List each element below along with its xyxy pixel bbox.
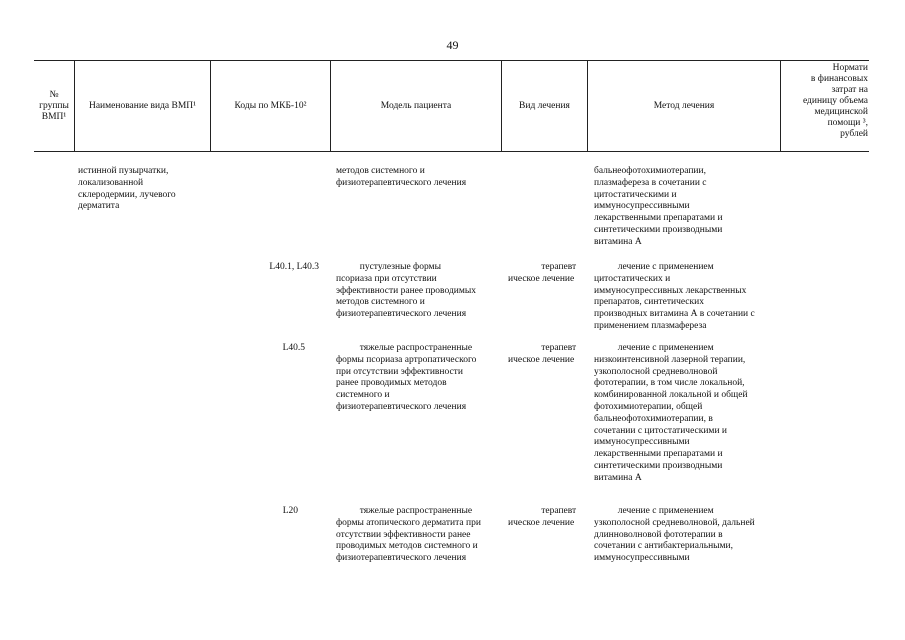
header-icd-codes: Коды по МКБ-10² [234,100,307,111]
header-treatment-method: Метод лечения [653,100,715,111]
header-patient-model: Модель пациента [380,100,452,111]
table-cell-icd-codes: L20 [282,506,298,516]
table-header [34,60,869,152]
header-vmp-name: Наименование вида ВМП¹ [88,100,197,111]
page-number: 49 [446,38,459,52]
table-cell-treatment-method: бальнеофотохимиотерапии, плазмафереза в сочетании с цитостатическими и иммуносупрессивными лекарственными препаратами и синтетическими производными витамина А [594,166,723,247]
table-cell-treatment-type: терапевт ическое лечение [508,506,577,528]
table-cell-vmp-name: истинной пузырчатки, локализованной склеродермии, лучевого дерматита [78,166,176,212]
header-group-number: № группы ВМП¹ [39,89,69,122]
table-cell-icd-codes: L40.5 [282,343,305,353]
header-financial-norm: Нормати в финансовых затрат на единицу объема медицинской помощи ³, рублей [802,63,868,139]
header-treatment-type: Вид лечения [519,100,570,111]
table-cell-treatment-method: лечение с применением узкополосной средневолновой, дальней длинноволновой фототерапии в сочетании с антибактериальными, иммуносупрессивными [594,506,755,564]
table-cell-treatment-method: лечение с применением цитостатических и иммуносупрессивных лекарственных препаратов, синтетических производных витамина А в сочетании с применением плазмафереза [594,262,755,331]
table-cell-patient-model: тяжелые распространенные формы псориаза артропатического при отсутствии эффективности ранее проводимых методов системного и физиотерапевтического лечения [336,343,477,412]
table-cell-icd-codes: L40.1, L40.3 [269,262,319,272]
table-cell-treatment-method: лечение с применением низкоинтенсивной лазерной терапии, узкополосной средневолновой фототерапии, в том числе локальной, комбинированной локальной и общей фотохимиотерапии, общей бальнеофотохимиотерапии, в сочетании с цитостатическими и иммуносупрессивными лекарственными препаратами и синтетическими производными витамина А [594,343,748,483]
table-cell-patient-model: тяжелые распространенные формы атопического дерматита при отсутствии эффективности ранее проводимых методов системного и физиотерапевтического лечения [336,506,481,564]
table-cell-patient-model: методов системного и физиотерапевтического лечения [336,166,467,188]
table-cell-patient-model: пустулезные формы псориаза при отсутствии эффективности ранее проводимых методов системного и физиотерапевтического лечения [336,262,477,320]
table-cell-treatment-type: терапевт ическое лечение [508,262,577,284]
table-cell-treatment-type: терапевт ическое лечение [508,343,577,365]
